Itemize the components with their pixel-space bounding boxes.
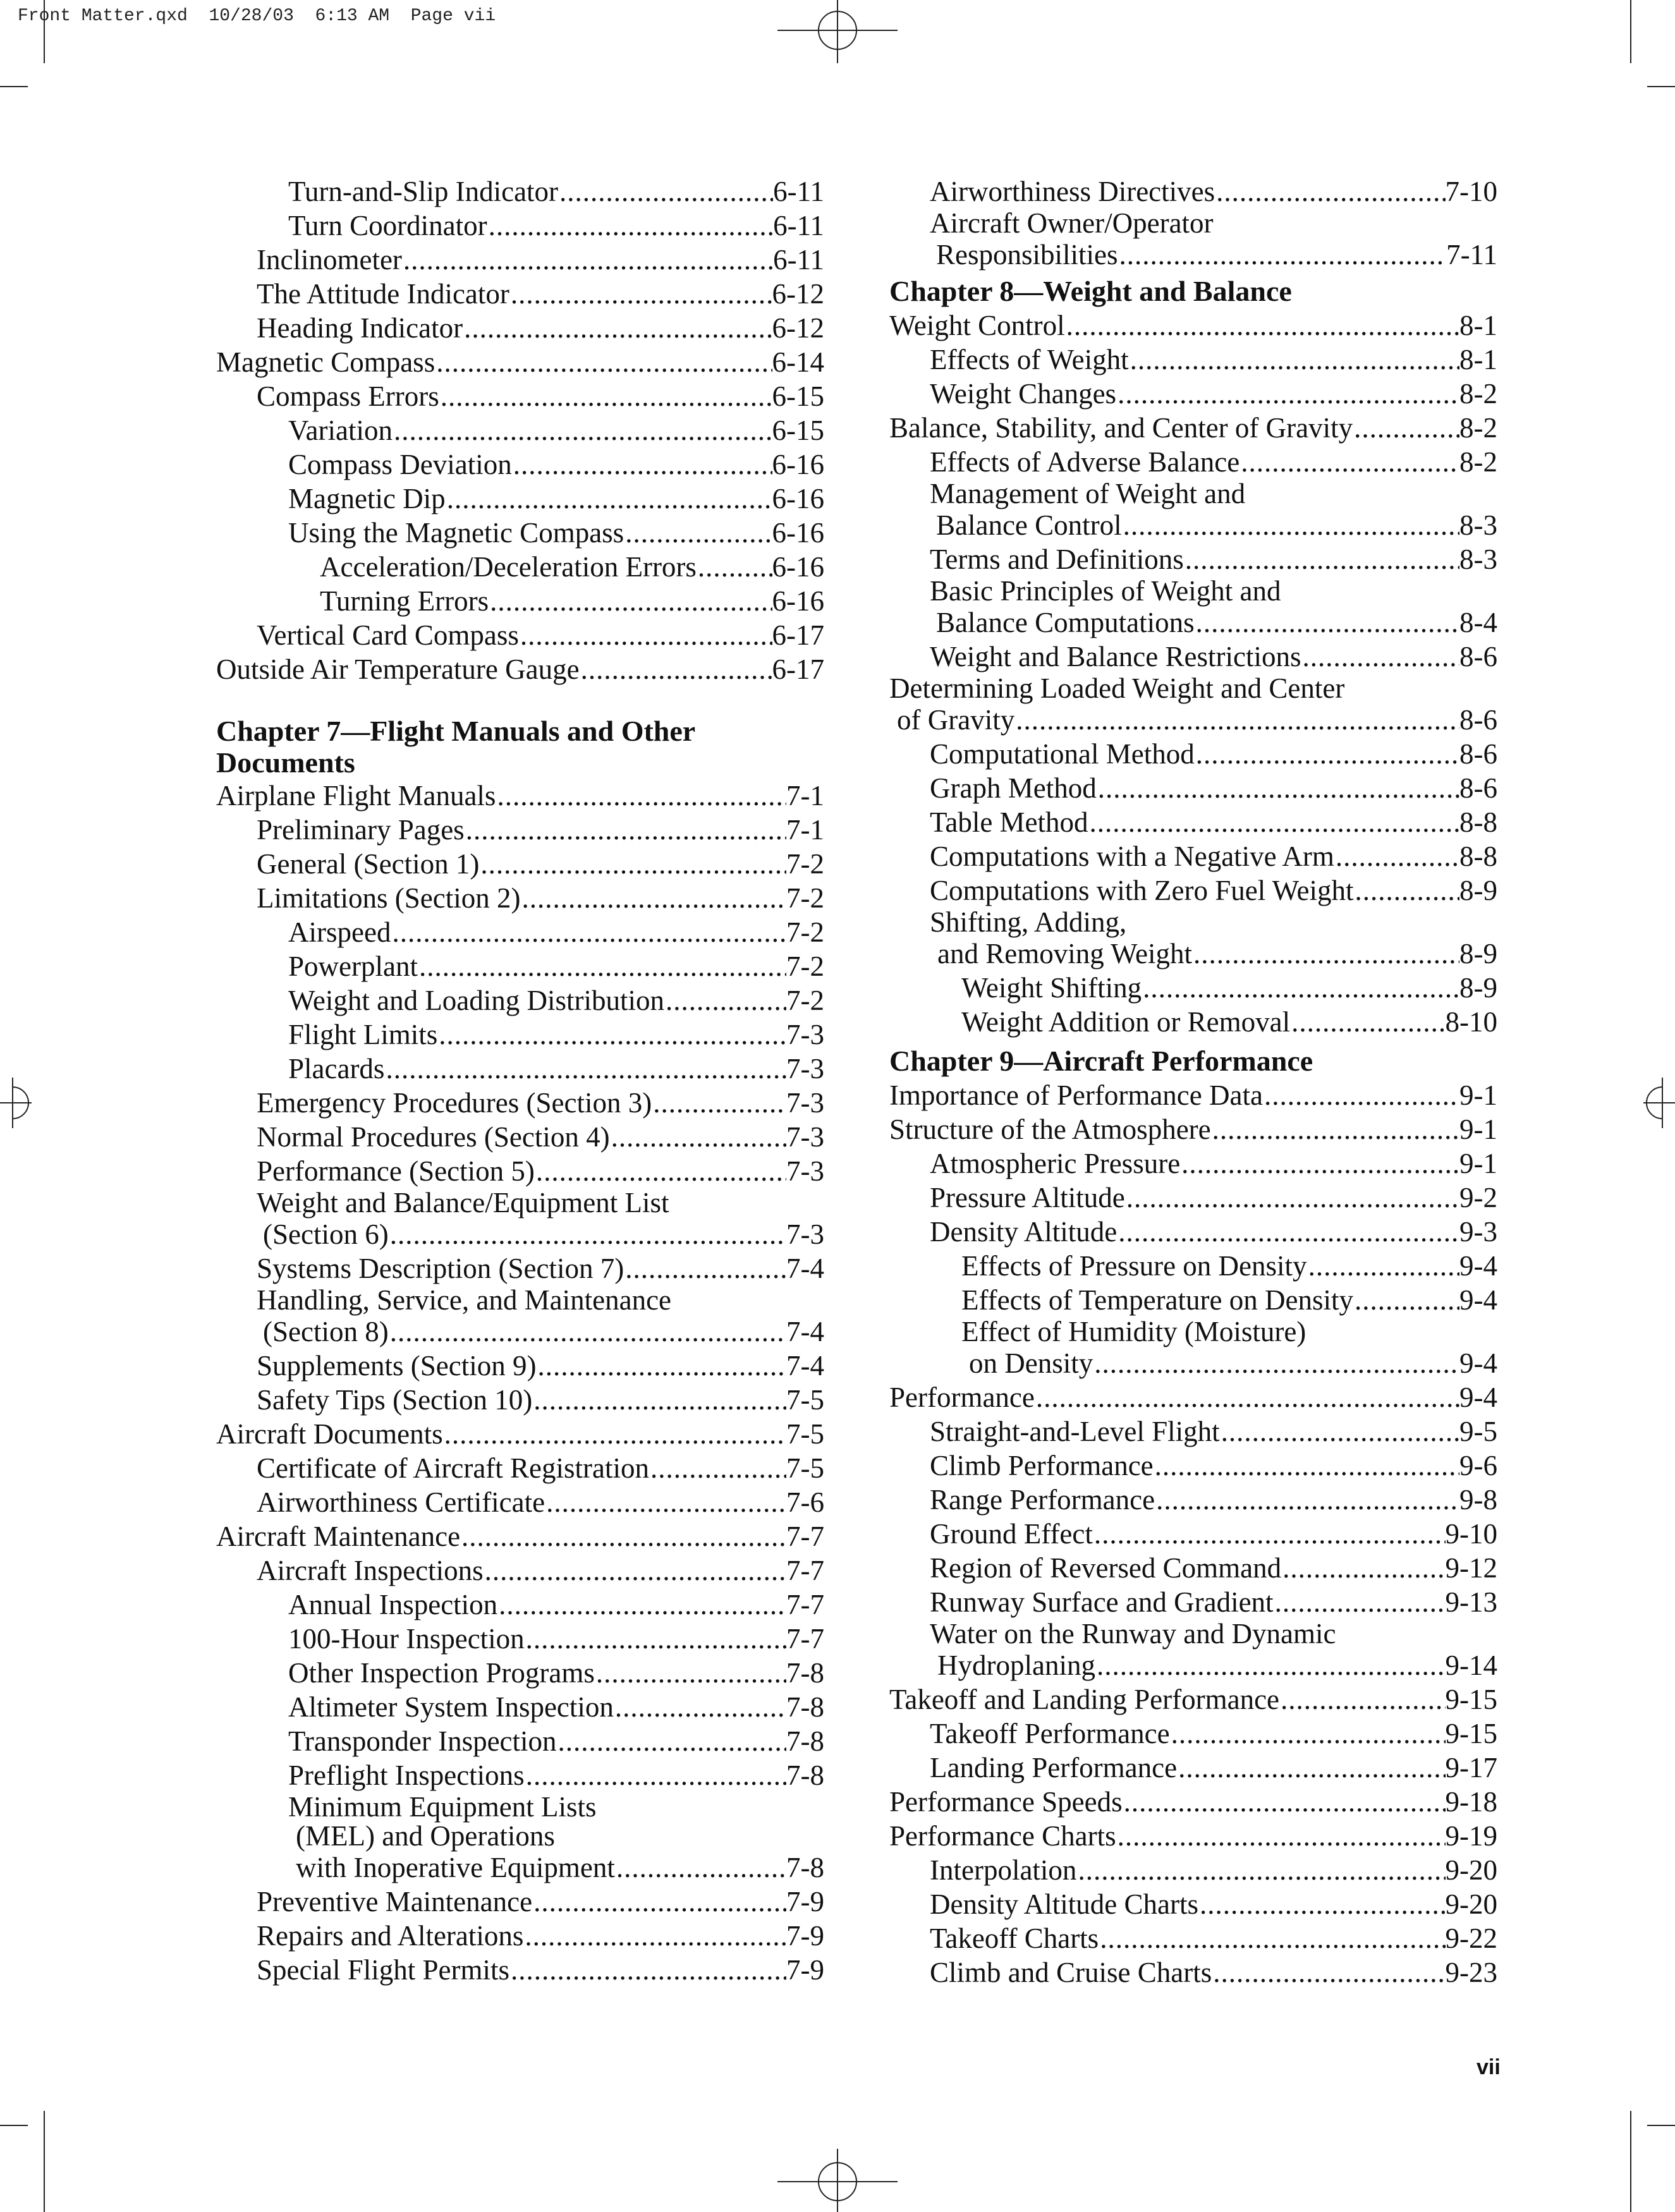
- toc-entry[interactable]: Table Method ..... 8-8: [889, 805, 1497, 839]
- toc-entry[interactable]: Terms and Definitions ..... 8-3: [889, 542, 1497, 576]
- toc-entry[interactable]: Variation ..... 6-15: [216, 413, 824, 447]
- toc-entry[interactable]: Balance Control ..... 8-3: [889, 508, 1497, 542]
- chapter-heading-line: Documents: [216, 746, 355, 779]
- toc-entry[interactable]: Certificate of Aircraft Registration ..... 7-5: [216, 1451, 824, 1485]
- toc-entry[interactable]: Interpolation ..... 9-20: [889, 1853, 1497, 1887]
- toc-entry[interactable]: Preflight Inspections ..... 7-8: [216, 1758, 824, 1792]
- toc-entry[interactable]: Graph Method ..... 8-6: [889, 771, 1497, 805]
- toc-entry[interactable]: Preliminary Pages ..... 7-1: [216, 813, 824, 847]
- toc-entry[interactable]: Responsibilities ..... 7-11: [889, 238, 1497, 272]
- toc-entry[interactable]: Preventive Maintenance ..... 7-9: [216, 1885, 824, 1919]
- toc-entry-line[interactable]: Basic Principles of Weight and: [930, 575, 1281, 607]
- toc-entry[interactable]: Region of Reversed Command ..... 9-12: [889, 1551, 1497, 1585]
- toc-entry[interactable]: Inclinometer ..... 6-11: [216, 243, 824, 277]
- toc-column-right: [889, 174, 1497, 1990]
- registration-mark-bottom: [777, 2149, 898, 2212]
- toc-entry[interactable]: Runway Surface and Gradient ..... 9-13: [889, 1585, 1497, 1619]
- toc-entry[interactable]: Balance Computations ..... 8-4: [889, 605, 1497, 640]
- toc-entry[interactable]: Computations with a Negative Arm ..... 8-8: [889, 839, 1497, 873]
- toc-entry-line[interactable]: Minimum Equipment Lists: [288, 1791, 597, 1823]
- toc-entry[interactable]: Density Altitude Charts ..... 9-20: [889, 1887, 1497, 1921]
- registration-mark-left: [0, 1078, 32, 1128]
- toc-entry[interactable]: Pressure Altitude ..... 9-2: [889, 1181, 1497, 1215]
- toc-entry[interactable]: and Removing Weight ..... 8-9: [889, 937, 1497, 971]
- toc-entry[interactable]: Climb Performance ..... 9-6: [889, 1449, 1497, 1483]
- toc-entry[interactable]: Compass Deviation ..... 6-16: [216, 447, 824, 482]
- toc-entry[interactable]: Importance of Performance Data ..... 9-1: [889, 1078, 1497, 1112]
- toc-entry-line[interactable]: Effect of Humidity (Moisture): [961, 1316, 1306, 1347]
- toc-entry[interactable]: General (Section 1) ..... 7-2: [216, 847, 824, 881]
- toc-entry[interactable]: Safety Tips (Section 10) ..... 7-5: [216, 1383, 824, 1417]
- toc-entry[interactable]: Computations with Zero Fuel Weight ..... 8-9: [889, 873, 1497, 908]
- toc-entry[interactable]: Performance Charts ..... 9-19: [889, 1819, 1497, 1853]
- toc-entry[interactable]: Compass Errors ..... 6-15: [216, 379, 824, 413]
- toc-entry[interactable]: Effects of Pressure on Density ..... 9-4: [889, 1249, 1497, 1283]
- toc-entry[interactable]: Weight and Loading Distribution ..... 7-2: [216, 983, 824, 1018]
- toc-entry[interactable]: Acceleration/Deceleration Errors ..... 6-16: [216, 550, 824, 584]
- toc-entry[interactable]: Transponder Inspection ..... 7-8: [216, 1724, 824, 1758]
- toc-column-left: [216, 174, 824, 1987]
- toc-entry[interactable]: Altimeter System Inspection ..... 7-8: [216, 1690, 824, 1724]
- toc-entry[interactable]: Emergency Procedures (Section 3) ..... 7-3: [216, 1086, 824, 1120]
- toc-entry[interactable]: Performance Speeds ..... 9-18: [889, 1785, 1497, 1819]
- toc-entry[interactable]: Limitations (Section 2) ..... 7-2: [216, 881, 824, 915]
- toc-entry[interactable]: Turning Errors ..... 6-16: [216, 584, 824, 618]
- toc-entry[interactable]: Powerplant ..... 7-2: [216, 949, 824, 983]
- file-slug: Front Matter.qxd 10/28/03 6:13 AM Page vii: [18, 6, 496, 26]
- toc-entry[interactable]: Performance ..... 9-4: [889, 1380, 1497, 1414]
- chapter-7-heading[interactable]: [216, 715, 824, 779]
- toc-entry[interactable]: Weight Changes ..... 8-2: [889, 377, 1497, 411]
- toc-entry[interactable]: Straight-and-Level Flight ..... 9-5: [889, 1414, 1497, 1449]
- toc-entry[interactable]: Vertical Card Compass ..... 6-17: [216, 618, 824, 652]
- toc-entry[interactable]: Aircraft Inspections ..... 7-7: [216, 1553, 824, 1588]
- toc-entry[interactable]: Weight and Balance Restrictions ..... 8-6: [889, 640, 1497, 674]
- chapter-9-heading[interactable]: Chapter 9—Aircraft Performance: [889, 1045, 1313, 1077]
- chapter-heading-line: Chapter 7—Flight Manuals and Other: [216, 715, 696, 747]
- page-number: vii: [1477, 2055, 1501, 2079]
- toc-entry[interactable]: The Attitude Indicator ..... 6-12: [216, 277, 824, 311]
- toc-entry[interactable]: Special Flight Permits ..... 7-9: [216, 1953, 824, 1987]
- toc-entry[interactable]: Aircraft Maintenance ..... 7-7: [216, 1519, 824, 1553]
- registration-mark-right: [1643, 1078, 1675, 1128]
- toc-entry[interactable]: Weight Addition or Removal ..... 8-10: [889, 1005, 1497, 1039]
- toc-entry[interactable]: Airspeed ..... 7-2: [216, 915, 824, 949]
- toc-entry[interactable]: Turn Coordinator ..... 6-11: [216, 209, 824, 243]
- toc-entry[interactable]: Supplements (Section 9) ..... 7-4: [216, 1349, 824, 1383]
- toc-entry[interactable]: Landing Performance ..... 9-17: [889, 1751, 1497, 1785]
- toc-entry[interactable]: Hydroplaning ..... 9-14: [889, 1648, 1497, 1682]
- toc-entry[interactable]: Takeoff and Landing Performance ..... 9-15: [889, 1682, 1497, 1717]
- toc-entry[interactable]: Using the Magnetic Compass ..... 6-16: [216, 516, 824, 550]
- toc-entry-line[interactable]: Management of Weight and: [930, 478, 1246, 509]
- toc-entry[interactable]: Outside Air Temperature Gauge ..... 6-17: [216, 652, 824, 686]
- toc-entry[interactable]: Performance (Section 5) ..... 7-3: [216, 1154, 824, 1188]
- toc-entry[interactable]: Other Inspection Programs ..... 7-8: [216, 1656, 824, 1690]
- toc-entry[interactable]: Weight Shifting ..... 8-9: [889, 971, 1497, 1005]
- toc-entry[interactable]: (Section 8) ..... 7-4: [216, 1315, 824, 1349]
- toc-entry[interactable]: Airworthiness Certificate ..... 7-6: [216, 1485, 824, 1519]
- toc-entry[interactable]: Range Performance ..... 9-8: [889, 1483, 1497, 1517]
- toc-entry[interactable]: Placards ..... 7-3: [216, 1052, 824, 1086]
- toc-entry-line[interactable]: Water on the Runway and Dynamic: [930, 1618, 1336, 1650]
- toc-entry-line[interactable]: Weight and Balance/Equipment List: [257, 1187, 669, 1218]
- toc-entry[interactable]: Flight Limits ..... 7-3: [216, 1018, 824, 1052]
- toc-entry[interactable]: Climb and Cruise Charts ..... 9-23: [889, 1955, 1497, 1990]
- toc-entry-line[interactable]: Handling, Service, and Maintenance: [257, 1284, 672, 1316]
- toc-entry[interactable]: Effects of Temperature on Density ..... 9-4: [889, 1283, 1497, 1317]
- toc-entry-line[interactable]: (MEL) and Operations: [296, 1820, 555, 1852]
- toc-entry[interactable]: Effects of Weight ..... 8-1: [889, 343, 1497, 377]
- chapter-8-heading[interactable]: Chapter 8—Weight and Balance: [889, 275, 1292, 307]
- toc-entry[interactable]: Atmospheric Pressure ..... 9-1: [889, 1146, 1497, 1181]
- toc-entry[interactable]: Normal Procedures (Section 4) ..... 7-3: [216, 1120, 824, 1154]
- toc-entry[interactable]: Density Altitude ..... 9-3: [889, 1215, 1497, 1249]
- toc-entry[interactable]: Effects of Adverse Balance ..... 8-2: [889, 445, 1497, 479]
- toc-entry[interactable]: on Density ..... 9-4: [889, 1346, 1497, 1380]
- toc-entry[interactable]: with Inoperative Equipment ..... 7-8: [216, 1850, 824, 1885]
- toc-entry[interactable]: Repairs and Alterations ..... 7-9: [216, 1919, 824, 1953]
- toc-entry[interactable]: 100-Hour Inspection ..... 7-7: [216, 1622, 824, 1656]
- toc-entry[interactable]: Magnetic Dip ..... 6-16: [216, 482, 824, 516]
- toc-entry[interactable]: Weight Control ..... 8-1: [889, 308, 1497, 343]
- toc-entry[interactable]: (Section 6) ..... 7-3: [216, 1217, 824, 1251]
- toc-entry[interactable]: Airplane Flight Manuals ..... 7-1: [216, 779, 824, 813]
- toc-entry-line[interactable]: Aircraft Owner/Operator: [930, 207, 1214, 239]
- toc-entry[interactable]: of Gravity ..... 8-6: [889, 703, 1497, 737]
- toc-entry[interactable]: Takeoff Charts ..... 9-22: [889, 1921, 1497, 1955]
- toc-entry[interactable]: Aircraft Documents ..... 7-5: [216, 1417, 824, 1451]
- toc-entry[interactable]: Airworthiness Directives ..... 7-10: [889, 174, 1497, 209]
- toc-entry[interactable]: Annual Inspection ..... 7-7: [216, 1588, 824, 1622]
- toc-entry[interactable]: Turn-and-Slip Indicator ..... 6-11: [216, 174, 824, 209]
- toc-entry[interactable]: Systems Description (Section 7) ..... 7-4: [216, 1251, 824, 1285]
- toc-entry[interactable]: Ground Effect ..... 9-10: [889, 1517, 1497, 1551]
- toc-entry[interactable]: Heading Indicator ..... 6-12: [216, 311, 824, 345]
- toc-entry[interactable]: Balance, Stability, and Center of Gravity ..... 8-2: [889, 411, 1497, 445]
- toc-entry[interactable]: Computational Method ..... 8-6: [889, 737, 1497, 771]
- toc-entry-line[interactable]: Determining Loaded Weight and Center: [889, 672, 1345, 704]
- toc-entry-line[interactable]: Shifting, Adding,: [930, 906, 1127, 938]
- toc-entry[interactable]: Structure of the Atmosphere ..... 9-1: [889, 1112, 1497, 1146]
- registration-mark-top: [777, 0, 898, 63]
- toc-entry[interactable]: Takeoff Performance ..... 9-15: [889, 1717, 1497, 1751]
- toc-entry[interactable]: Magnetic Compass ..... 6-14: [216, 345, 824, 379]
